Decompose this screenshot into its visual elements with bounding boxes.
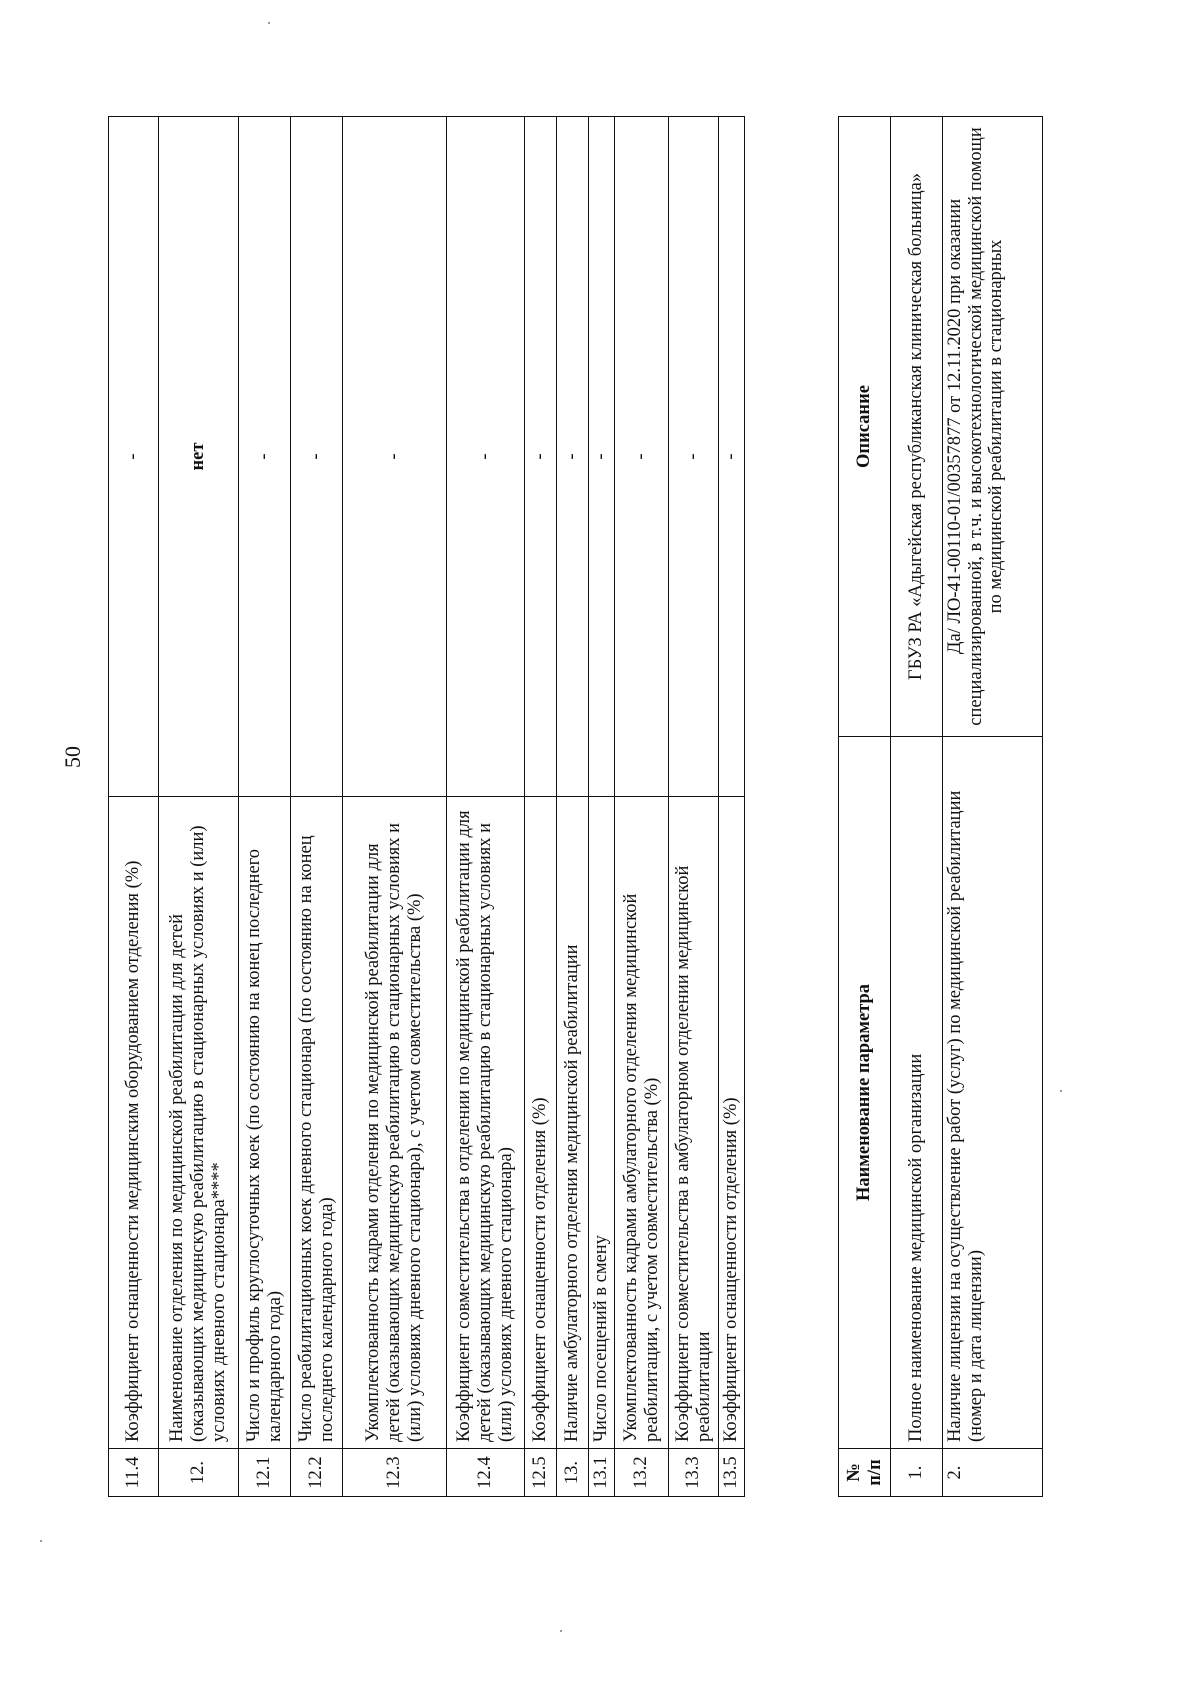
param-name: Полное наименование медицинской организации	[891, 737, 943, 1449]
row-number: 12.3	[343, 1449, 447, 1497]
row-text: Число и профиль круглосуточных коек (по состоянию на конец последнего календарного года)	[239, 797, 291, 1449]
table-row	[447, 117, 525, 1497]
row-value: нет	[159, 117, 239, 797]
row-text: Коэффициент оснащенности отделения (%)	[525, 797, 557, 1449]
row-number: 12.2	[291, 1449, 343, 1497]
param-desc: Да/ ЛО-41-00110-01/00357877 от 12.11.2020 при оказании специализированной, в т.ч. и высокотехнологической медицинской помощи по медицинской реабилитации в стационарных	[943, 117, 1043, 737]
row-value: -	[615, 117, 669, 797]
table-row	[343, 117, 447, 1497]
row-number: 2.	[943, 1449, 1043, 1497]
row-text: Коэффициент оснащенности отделения (%)	[719, 797, 745, 1449]
row-value: -	[589, 117, 615, 797]
row-value: -	[669, 117, 719, 797]
row-number: 12.1	[239, 1449, 291, 1497]
param-desc: ГБУЗ РА «Адыгейская республиканская клиническая больница»	[891, 117, 943, 737]
row-text: Наличие амбулаторного отделения медицинской реабилитации	[557, 797, 589, 1449]
table-row	[557, 117, 589, 1497]
row-value: -	[557, 117, 589, 797]
row-number: 12.	[159, 1449, 239, 1497]
row-value: -	[291, 117, 343, 797]
row-number: 13.	[557, 1449, 589, 1497]
row-number: 1.	[891, 1449, 943, 1497]
table-row	[159, 117, 239, 1497]
table-row	[669, 117, 719, 1497]
row-text: Укомплектованность кадрами амбулаторного отделения медицинской реабилитации, с учетом совместительства (%)	[615, 797, 669, 1449]
table-row	[291, 117, 343, 1497]
row-number: 11.4	[109, 1449, 159, 1497]
table-row	[239, 117, 291, 1497]
row-value: -	[525, 117, 557, 797]
table-row	[891, 117, 943, 1497]
table-row	[719, 117, 745, 1497]
org-params-table	[838, 116, 1043, 1497]
row-text: Число посещений в смену	[589, 797, 615, 1449]
rehab-table	[108, 116, 745, 1497]
row-value: -	[239, 117, 291, 797]
row-text: Коэффициент совместительства в отделении по медицинской реабилитации для детей (оказывающих медицинскую реабилитацию в стационарных условиях и (или) условиях дневного стационара)	[447, 797, 525, 1449]
row-text: Наименование отделения по медицинской реабилитации для детей (оказывающих медицинскую реабилитацию в стационарных условиях и (или) условиях дневного стационара****	[159, 797, 239, 1449]
row-text: Число реабилитационных коек дневного стационара (по состоянию на конец последнего календарного года)	[291, 797, 343, 1449]
table-row	[943, 117, 1043, 1497]
row-value: -	[719, 117, 745, 797]
table-row	[525, 117, 557, 1497]
row-number: 13.5	[719, 1449, 745, 1497]
row-text: Укомплектованность кадрами отделения по медицинской реабилитации для детей (оказывающих медицинскую реабилитацию в стационарных условиях и (или) условиях дневного стационара), с учетом совместительства (%)	[343, 797, 447, 1449]
row-number: 13.2	[615, 1449, 669, 1497]
header-num: № п/п	[839, 1449, 891, 1497]
param-name: Наличие лицензии на осуществление работ (услуг) по медицинской реабилитации (номер и дата лицензии)	[943, 737, 1043, 1449]
row-number: 12.4	[447, 1449, 525, 1497]
page-number: 50	[60, 746, 85, 768]
row-text: Коэффициент оснащенности медицинским оборудованием отделения (%)	[109, 797, 159, 1449]
table-row	[109, 117, 159, 1497]
table-row	[615, 117, 669, 1497]
header-name: Наименование параметра	[839, 737, 891, 1449]
table-header-row	[839, 117, 891, 1497]
table-row	[589, 117, 615, 1497]
row-value: -	[109, 117, 159, 797]
header-desc: Описание	[839, 117, 891, 737]
row-number: 12.5	[525, 1449, 557, 1497]
row-number: 13.3	[669, 1449, 719, 1497]
row-value: -	[343, 117, 447, 797]
row-number: 13.1	[589, 1449, 615, 1497]
row-text: Коэффициент совместительства в амбулаторном отделении медицинской реабилитации	[669, 797, 719, 1449]
row-value: -	[447, 117, 525, 797]
